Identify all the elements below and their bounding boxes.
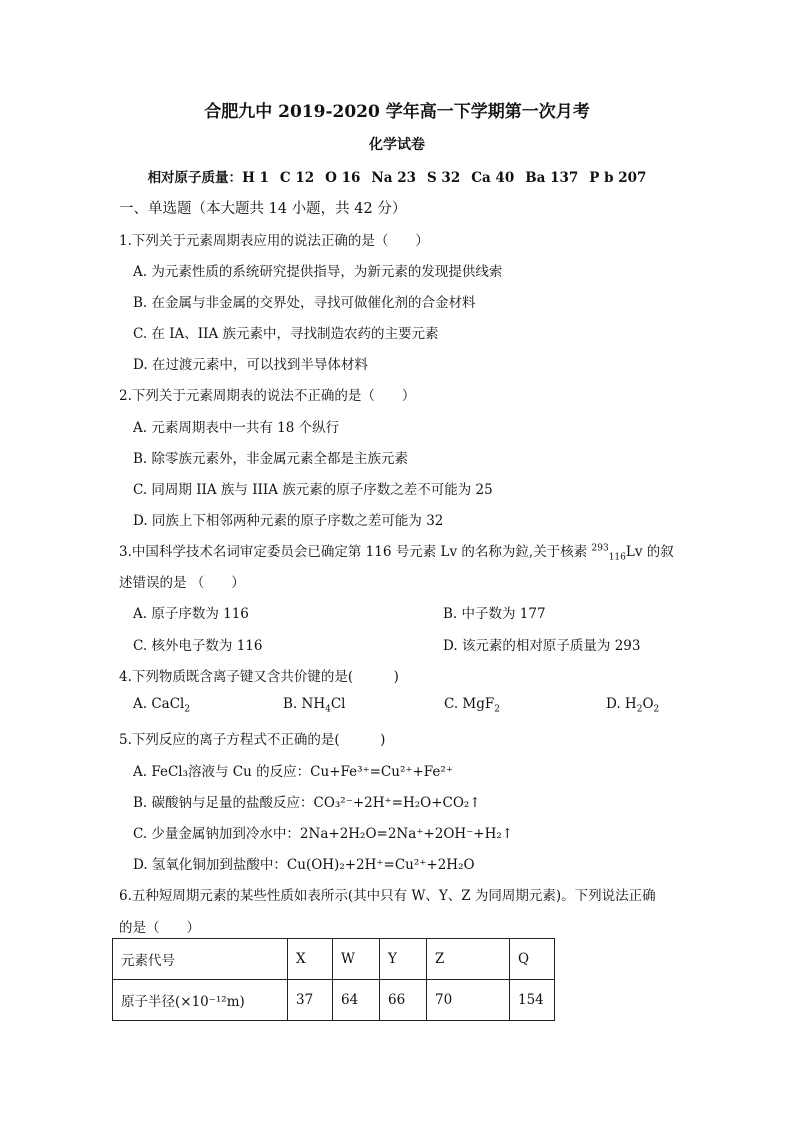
element-property-table bbox=[112, 938, 555, 1021]
subscript: 2 bbox=[636, 704, 643, 715]
subscript: 2 bbox=[494, 704, 500, 715]
question-2-option-a: A. 元素周期表中一共有 18 个纵行 bbox=[133, 420, 340, 436]
question-3-option-a: A. 原子序数为 116 bbox=[133, 606, 249, 622]
table-header-cell: Z bbox=[427, 939, 510, 980]
section-heading: 一、单选题（本大题共 14 小题，共 42 分） bbox=[119, 201, 407, 217]
atomic-mass-item: H 1 bbox=[242, 170, 269, 186]
question-4-option-a-text: A. CaCl bbox=[133, 696, 185, 712]
nuclide-atomic-number: 116 bbox=[608, 552, 626, 563]
table-header-cell: Q bbox=[510, 939, 555, 980]
table-row-label: 原子半径(×10⁻¹²m) bbox=[113, 980, 288, 1021]
question-1-option-a: A. 为元素性质的系统研究提供指导，为新元素的发现提供线索 bbox=[133, 264, 503, 280]
question-4-stem: 4.下列物质既含离子键又含共价键的是( ) bbox=[119, 669, 399, 685]
atomic-mass-item: S 32 bbox=[426, 170, 461, 186]
atomic-mass-item: Na 23 bbox=[371, 170, 416, 186]
question-5-stem: 5.下列反应的离子方程式不正确的是( ) bbox=[119, 732, 386, 748]
question-1-option-b: B. 在金属与非金属的交界处，寻找可做催化剂的合金材料 bbox=[133, 295, 476, 311]
question-4-option-b-text: B. NH bbox=[283, 696, 326, 712]
table-cell: 66 bbox=[380, 980, 427, 1021]
atomic-mass-item: Ba 137 bbox=[525, 170, 579, 186]
table-header-cell: Y bbox=[380, 939, 427, 980]
atomic-masses bbox=[0, 166, 794, 186]
question-3-option-c: C. 核外电子数为 116 bbox=[133, 638, 263, 654]
question-3-option-b: B. 中子数为 177 bbox=[443, 606, 546, 622]
atomic-masses-label: 相对原子质量： bbox=[147, 170, 243, 186]
table-header-cell: W bbox=[333, 939, 380, 980]
nuclide-mass-number: 293 bbox=[591, 543, 609, 554]
table-header-cell: 元素代号 bbox=[113, 939, 288, 980]
atomic-mass-item: C 12 bbox=[279, 170, 315, 186]
table-row bbox=[113, 980, 555, 1021]
question-4-option-a bbox=[133, 696, 190, 715]
question-4-option-c bbox=[444, 696, 500, 715]
subscript: 4 bbox=[325, 704, 331, 715]
question-4-option-d-text: D. H bbox=[606, 696, 637, 712]
question-5-option-a: A. FeCl₃溶液与 Cu 的反应：Cu+Fe³⁺=Cu²⁺+Fe²⁺ bbox=[133, 764, 453, 780]
atomic-mass-item: Ca 40 bbox=[471, 170, 515, 186]
subscript: 2 bbox=[653, 704, 660, 715]
question-4-option-d-text-mid: O bbox=[642, 696, 654, 712]
atomic-mass-item: P b 207 bbox=[589, 170, 647, 186]
question-5-option-d: D. 氢氧化铜加到盐酸中：Cu(OH)₂+2H⁺=Cu²⁺+2H₂O bbox=[133, 857, 475, 873]
table-cell: 154 bbox=[510, 980, 555, 1021]
question-4-option-c-text: C. MgF bbox=[444, 696, 495, 712]
question-2-stem: 2.下列关于元素周期表的说法不正确的是（ ） bbox=[119, 388, 416, 404]
subscript: 2 bbox=[184, 704, 191, 715]
question-1-option-d: D. 在过渡元素中，可以找到半导体材料 bbox=[133, 357, 368, 373]
question-3-stem bbox=[119, 540, 674, 563]
question-3-stem-text: 3.中国科学技术名词审定委员会已确定第 116 号元素 Lv 的名称为鉝,关于核素 bbox=[119, 544, 592, 560]
exam-subtitle: 化学试卷 bbox=[369, 137, 425, 153]
question-3-option-d: D. 该元素的相对原子质量为 293 bbox=[443, 638, 641, 654]
table-cell: 70 bbox=[427, 980, 510, 1021]
table-header-cell: X bbox=[288, 939, 333, 980]
question-4-option-d bbox=[606, 696, 659, 715]
question-4-option-b bbox=[283, 696, 345, 715]
question-6-stem: 6.五种短周期元素的某些性质如表所示(其中只有 W、Y、Z 为同周期元素)。下列说法正确 bbox=[119, 888, 656, 904]
question-2-option-d: D. 同族上下相邻两种元素的原子序数之差可能为 32 bbox=[133, 513, 444, 529]
table-cell: 37 bbox=[288, 980, 333, 1021]
question-3-stem-continued: 述错误的是 （ ） bbox=[119, 575, 245, 591]
question-6-stem-continued: 的是（ ） bbox=[119, 920, 200, 936]
question-2-option-b: B. 除零族元素外，非金属元素全都是主族元素 bbox=[133, 451, 409, 467]
table-header-row bbox=[113, 939, 555, 980]
question-3-stem-text-end: Lv 的叙 bbox=[625, 544, 674, 560]
question-1-stem: 1.下列关于元素周期表应用的说法正确的是（ ） bbox=[119, 233, 429, 249]
question-5-option-c: C. 少量金属钠加到冷水中：2Na+2H₂O=2Na⁺+2OH⁻+H₂↑ bbox=[133, 826, 514, 842]
exam-title: 合肥九中 2019-2020 学年高一下学期第一次月考 bbox=[204, 102, 590, 122]
atomic-mass-item: O 16 bbox=[325, 170, 361, 186]
question-5-option-b: B. 碳酸钠与足量的盐酸反应：CO₃²⁻+2H⁺=H₂O+CO₂↑ bbox=[133, 795, 481, 811]
table-cell: 64 bbox=[333, 980, 380, 1021]
question-4-option-b-text-end: Cl bbox=[330, 696, 346, 712]
question-2-option-c: C. 同周期 IIA 族与 IIIA 族元素的原子序数之差不可能为 25 bbox=[133, 482, 493, 498]
question-1-option-c: C. 在 IA、IIA 族元素中，寻找制造农药的主要元素 bbox=[133, 326, 439, 342]
